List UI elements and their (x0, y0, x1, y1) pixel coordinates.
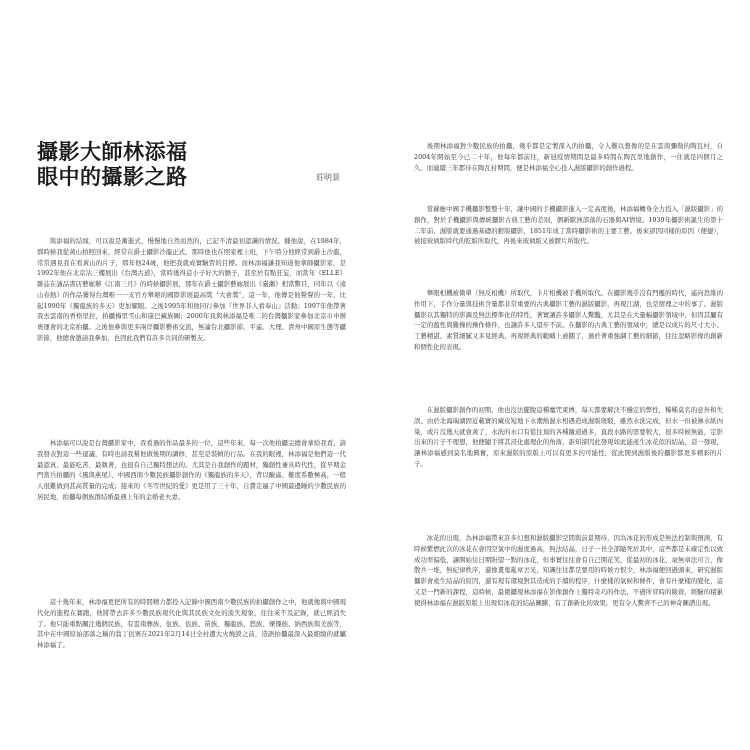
paragraph: 冰花的出現，為林添福帶來許多幻想和濕版攝影空間與前景期待，因為冰花的形成是無法控制與預測，有時候紫燃此次的冰花在會因空氣中的濕度過高，無法結晶，日子一長全部隨死於其中，這些都是未確定性以致成功率偏低，讓開始往日期盼望一點的冰花，但事實往往會有自己開花笑，從最初的冰花，毫無章法可言，像散兵一堆，無紀律秩序，還像畫鬼亂章丟光，知識往往都是要用的時候方恨少，林添福便回過頭來，研究濕版攝影會產生結晶的原因，還有現有環境對其造成的手續的程序，什麼樣的氣候和條件，會有什麼樣的變化，這又是一門新的課程，這時候，最微攝現林添福在影像創作上獨特奇巧的作法，不過所冒時的險資，經驗的積累使得林添福在濕版原版上出現似冰花的結晶圖騰，有了創新化的效果，更有令人驚喜不已的神奇圖譜出現。 (414, 534, 723, 607)
paragraph: 林添福可以說是台灣攝影家中，我看過的作品最多的一位，這些年來，每一次他拍攝完總會拿給我看，請我發表對這一些建議，有時也請我幫他做後期的調修，甚至是裝幀的行品。在我的眼裡，林添福是他們這一代最認真、最能吃苦、最執著，也很有自己獨特想法的。尤其是自我創作的題材，獨創性兼具時代性，從早期金門當兵拍攝的《風與燕尾》、中國西南少數民族攝影創作的《獨龍族的多天》，背以驗遙、難度系數極高，一般人很難做到甚高質量的完成；接來的《冬雪世紀的愛》更是用了三十年，自費走遍了中國最邊睡的少數民族的居民地，拍攝每個族群結婚最遇上年的金婚老夫妻。 (37, 439, 346, 501)
title-line-1: 攝影大師林添福 (37, 140, 188, 164)
article-title (37, 140, 188, 190)
title-line-2: 眼中的攝影之路 (37, 165, 188, 189)
paragraph: 與添福的結緣，可以說是漸進式，慢慢地自然而然的，已記不清最初認識的情況。據他說，在1984年，那時候我從黃山拍照回來，經常在爵士攝影沙龍正式，那時他也在照家裡上班，下午時分他經常到爵士沙龍，常常遇見我在看黃山的片子，那年他24歲，他把我就成實驗習的目標。而林添福謙我知道他拿師攝影家，是1992年他在北京沾三樓展出《台灣古道》，當時幾得這小子好大的膽子，甚至於有點狂妄，而當年《ELLE》雜誌在誠品書店藝廊辦《江南三月》的時候攝影展，那年在爵士攝影藝廊展出《臺瀨》相當驚目，同年以《遠山春熱》的作品獲得台灣唯一一支官方舉辦的國際影展最高獎〝大會獎〞，這一年，他傳是他聲聲的一年，比起1990年《獨龍族的多天》更加耀眼。之後1995年和他同行參加『世界非人看奉山』活動；1997年他帶著我去雲南的香格里拉，拍攝梅里雪山和康巴藏族圖；2000年我與林添福是唯二的台灣攝影家參加北京市申辦奧運會的北京拍攝。之後他參與更多兩岸攝影藝術交流，無論台北攝影節、平遙、大理、貴州中國原生態等攝影節，他總會邀請我參加，也因此我們有許多共同的研製友。 (37, 237, 346, 342)
paragraph: 當蘇應中國手機攝影整整十年，讓中國的手機攝影進入一定高度後，林添福轉身全力投入「濕版攝影」的創作，對於手機攝影與傳統攝影古典工藝的差別，個新歐洲部落的石器與AI情境。1939年攝影術誕生的第十二年前，濕版就要通過基礎的銀版攝影，1851年成了當時攝影術的主要工藝。後來卻因同樣的原因（便捷），被接玻璃版時代的乾版所取代，再後來玻璃版又被膠片所取代。 (414, 205, 723, 246)
paragraph: 後期林添福對少數民族的拍攝，幾乎都是定製深入的拍攝，令人難以想像的是在雲南彌勒的陶瓦村，自2004年開始至今已二十年，他每年都前往，新冠疫情期間是最多時間在陶瓦里地創作，一住就是四個月之久。而連續三年都待在陶瓦村期間，便是林添福全心投入濕版攝影的創作過程。 (414, 142, 723, 172)
right-page (375, 0, 750, 750)
paragraph: 在濕版攝影創作的初期，他也沒法擺脫這種魔咒束縛，每天都要解決不穩定的弊性，稀稀莫名的意外和失誤。由於北海瑞湖固近載實的藏皮短地下水潮熱濕水相遇造成濕版斑駁，雖然水洗完成，但水一但被淋水紙內染，或片沒幾天就會黃了，水洗的水口有從往頂的各種繳道過多，直段水路的需要較大，很多時候無能，定影出來的片子不理想，他便隨手將其浸化處理化的角落，誰知卻因此發現如此能產生冰花似的結晶，這一發現，讓林添福感到莫名地興奮，原來濕版的原版上可以有更多的可能性，從此開到濕版後的攝影都更多精彩的片子。 (414, 406, 723, 468)
author-byline: 莊明景 (316, 173, 340, 182)
right-text-column (414, 141, 723, 681)
left-text-column (37, 236, 346, 692)
paragraph: 這十幾年來，林添福更把所有的時間精力都投入記錄中國西南少數民族的拍攝創作之中，他就像與中國現代化的進程在賽跑，他將帶去許多少數民族現代化與其民族文化的流失現象，往往來不及記錄，就已經消失了。他只能重點關注幾個民族，有雲南彝族、佤族、佤族、苗族、獨龍族、怒族、傈僳族、納西族與羌族等，其中在中國原始部落之稱的翁丁佤寨在2021年2月14日全村遭大火燒毀之前，造語拍攝最深入最細緻的就屬林添福了。 (37, 598, 346, 649)
paragraph: 舉眼相機被微單（無反相機）所取代，卡片相機被手機所取代。在攝影幾乎沒有門檻的時代，遙向思維的作用下，手作分量與技術含量都非常重要的古典攝影工藝的濕版攝影，再現江湖，也是情理之中的事了。濕版攝影以其獨特的影調及無法標準化的特性，著實讓許多攝影人驚豔，尤其是在大量幅攝影領域中，但因其屬有一定的盈性與難操的操作條件，也讓許多人望步不前。在攝影的古典工藝的領域中，總是以成片的尺寸大小。工藝精湛、素質細膩又多見經典、再現經典的範疇上被擱了，過於著重強調工藝的細節，往往忽略影像的創新和個性化的表現。 (414, 289, 723, 351)
